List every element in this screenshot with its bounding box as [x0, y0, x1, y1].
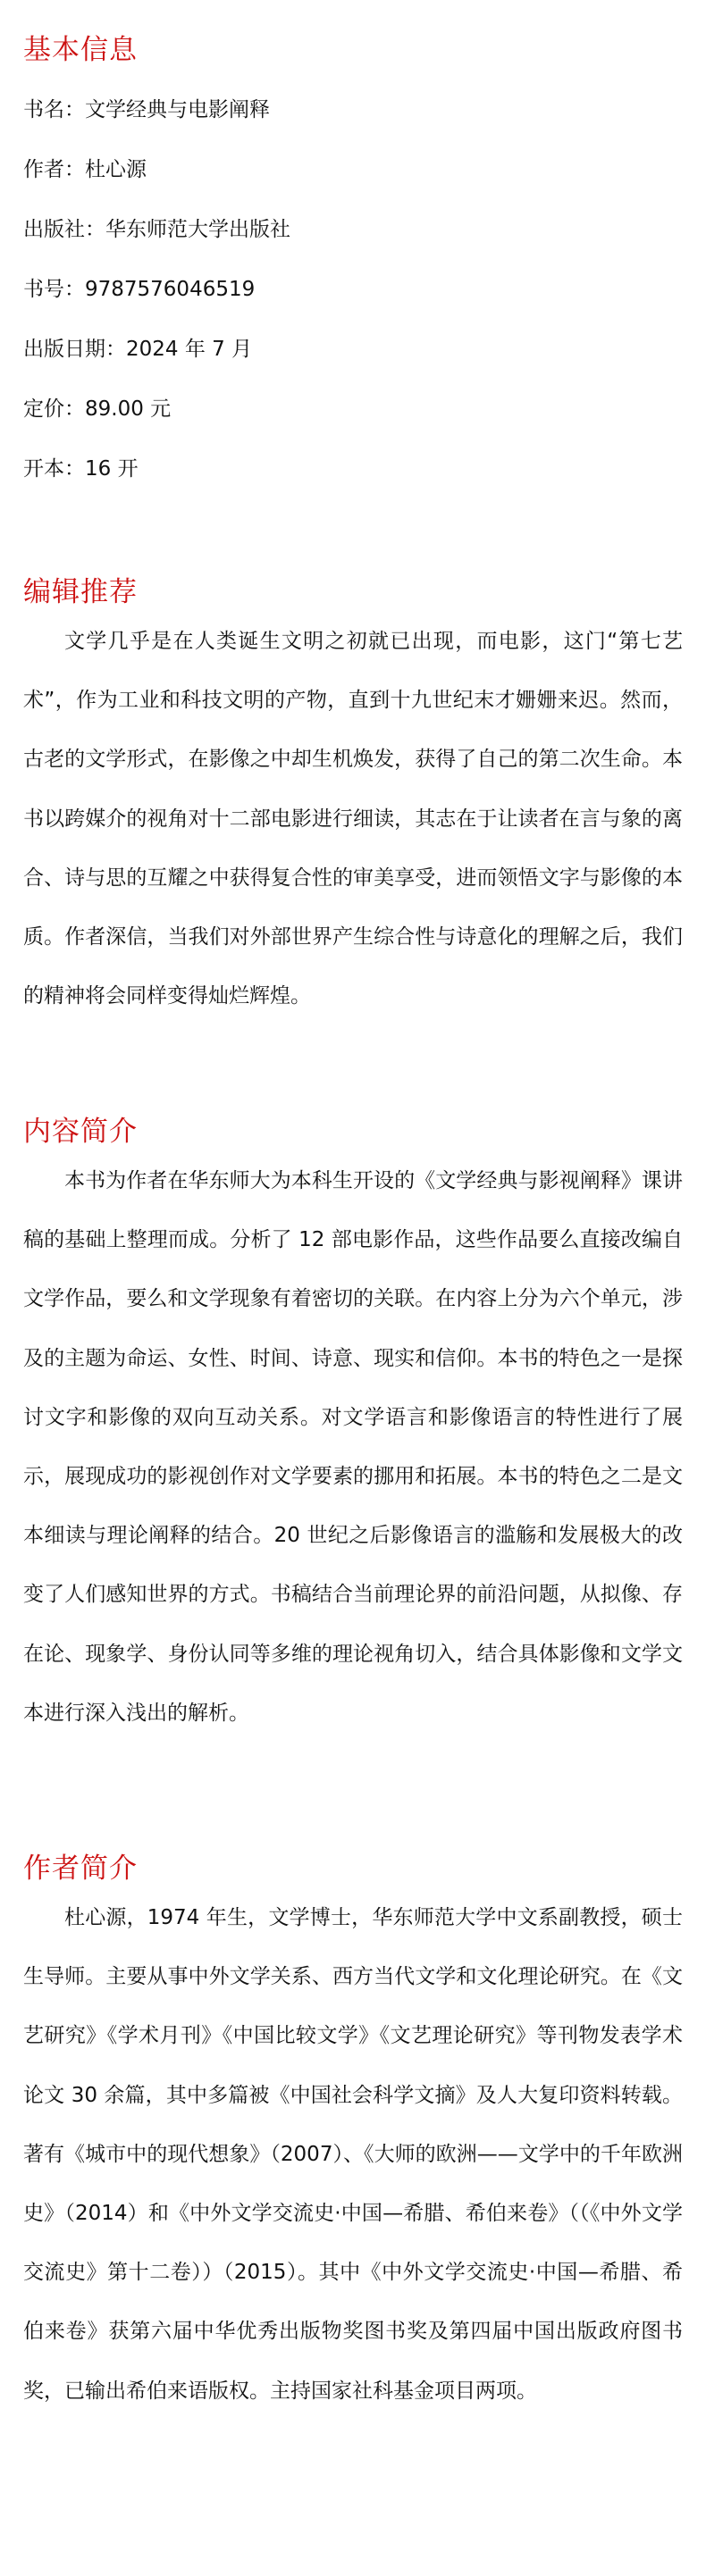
basic-info-section	[23, 30, 683, 499]
editor-recommendation-section	[23, 573, 683, 1025]
editor-recommendation-heading: 编辑推荐	[23, 576, 138, 608]
info-item-publisher	[23, 200, 683, 260]
basic-info-list	[23, 80, 683, 499]
info-item-price	[23, 380, 683, 439]
author-intro-section	[23, 1849, 683, 2421]
info-label: 书名：	[23, 98, 85, 121]
info-value: 文学经典与电影阐释	[85, 98, 270, 121]
content-summary-section	[23, 1112, 683, 1743]
info-value: 杜心源	[85, 158, 147, 181]
info-label: 定价：	[23, 397, 85, 421]
author-intro-text: 杜心源，1974 年生，文学博士，华东师范大学中文系副教授，硕士生导师。主要从事中外文学关系、西方当代文学和文化理论研究。在《文艺研究》《学术月刊》《中国比较文学》《文艺理论研究》等刊物发表学术论文 30 余篇，其中多篇被《中国社会科学文摘》及人大复印资料转载。著有《城市中的现代想象》（2007）、《大师的欧洲——文学中的千年欧洲史》（2014）和《中外文学交流史·中国—希腊、希伯来卷》（（《中外文学交流史》第十二卷））（2015）。其中《中外文学交流史·中国—希腊、希伯来卷》获第六届中华优秀出版物奖图书奖及第四届中国出版政府图书奖，已输出希伯来语版权。主持国家社科基金项目两项。	[23, 1906, 683, 2403]
info-item-pub-date	[23, 320, 683, 380]
info-label: 书号：	[23, 278, 85, 301]
info-item-author	[23, 140, 683, 200]
editor-recommendation-text: 文学几乎是在人类诞生文明之初就已出现，而电影，这门“第七艺术”，作为工业和科技文明的产物，直到十九世纪末才姗姗来迟。然而，古老的文学形式，在影像之中却生机焕发，获得了自己的第二次生命。本书以跨媒介的视角对十二部电影进行细读，其志在于让读者在言与象的离合、诗与思的互耀之中获得复合性的审美享受，进而领悟文字与影像的本质。作者深信，当我们对外部世界产生综合性与诗意化的理解之后，我们的精神将会同样变得灿烂辉煌。	[23, 630, 683, 1008]
info-value: 9787576046519	[85, 278, 256, 301]
content-summary-heading: 内容简介	[23, 1116, 138, 1148]
info-label: 开本：	[23, 457, 85, 481]
info-item-isbn	[23, 260, 683, 320]
info-value: 2024 年 7 月	[126, 338, 253, 361]
author-intro-heading: 作者简介	[23, 1853, 138, 1885]
info-label: 出版日期：	[23, 338, 126, 361]
content-summary-text: 本书为作者在华东师大为本科生开设的《文学经典与影视阐释》课讲稿的基础上整理而成。分析了 12 部电影作品，这些作品要么直接改编自文学作品，要么和文学现象有着密切的关联。在内容上分为六个单元，涉及的主题为命运、女性、时间、诗意、现实和信仰。本书的特色之一是探讨文字和影像的双向互动关系。对文学语言和影像语言的特性进行了展示，展现成功的影视创作对文学要素的挪用和拓展。本书的特色之二是文本细读与理论阐释的结合。20 世纪之后影像语言的滥觞和发展极大的改变了人们感知世界的方式。书稿结合当前理论界的前沿问题，从拟像、存在论、现象学、身份认同等多维的理论视角切入，结合具体影像和文学文本进行深入浅出的解析。	[23, 1169, 683, 1725]
info-value: 华东师范大学出版社	[105, 218, 290, 241]
info-value: 16 开	[85, 457, 139, 481]
info-label: 作者：	[23, 158, 85, 181]
info-item-title	[23, 80, 683, 140]
info-label: 出版社：	[23, 218, 105, 241]
basic-info-heading: 基本信息	[23, 34, 138, 66]
info-value: 89.00 元	[85, 397, 172, 421]
info-item-format	[23, 439, 683, 499]
